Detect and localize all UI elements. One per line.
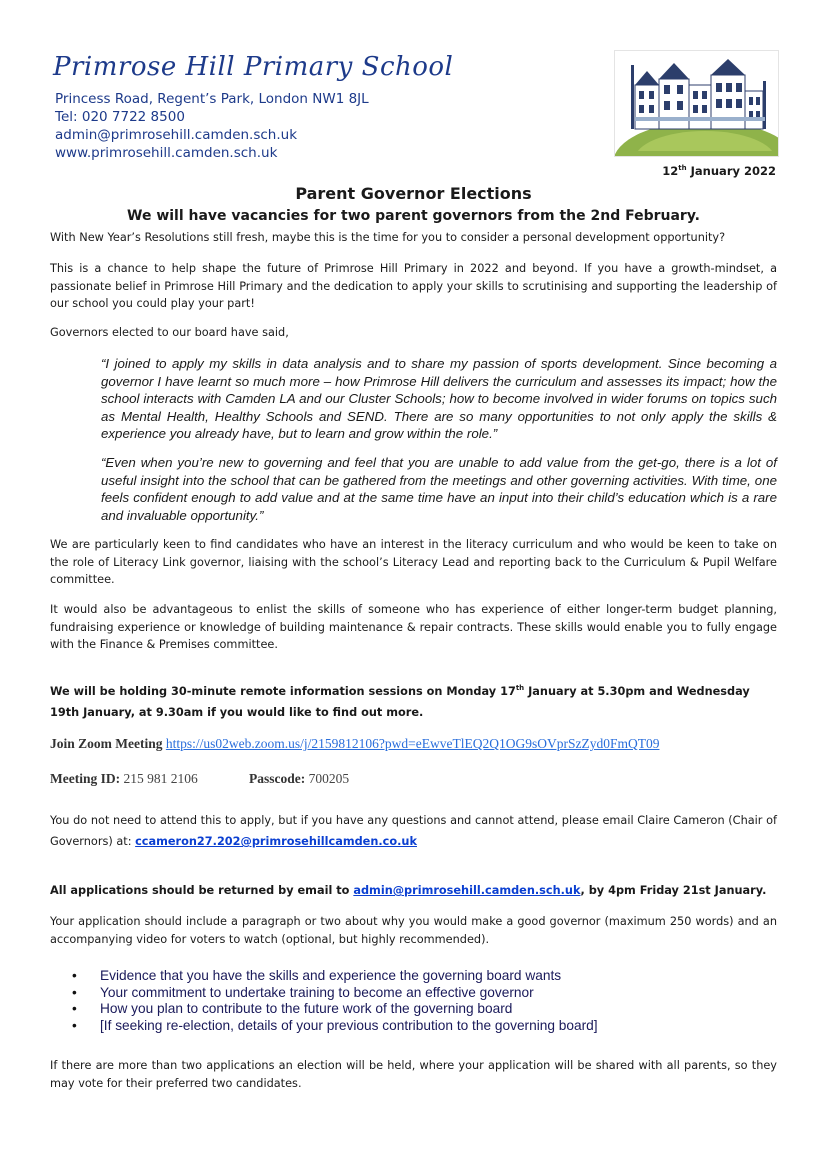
list-item: • Evidence that you have the skills and experience the governing board wants	[72, 968, 598, 985]
applications-after: , by 4pm Friday 21st January.	[580, 884, 767, 897]
list-item: • How you plan to contribute to the future work of the governing board	[72, 1001, 598, 1018]
election-paragraph: If there are more than two applications an election will be held, where your application will be shared with all parents, so they may vote for their preferred two candidates.	[50, 1059, 777, 1090]
contact-text: You do not need to attend this to apply, but if you have any questions and cannot attend, please email Claire Cameron (Chair of Governors) at:	[50, 814, 777, 848]
zoom-label: Join Zoom Meeting	[50, 736, 163, 751]
governors-said-text: Governors elected to our board have said,	[50, 326, 289, 339]
finance-paragraph: It would also be advantageous to enlist the skills of someone who has experience of either longer-term budget planning, fundraising experience or knowledge of building maintenance & repair contracts. These skills would enable you to fully engage with the Finance & Premises committee.	[50, 603, 777, 651]
zoom-meeting-link[interactable]: https://us02web.zoom.us/j/2159812106?pwd=eEwveTlEQ2Q1OG9sOVprSzZyd0FmQT09	[165, 736, 660, 751]
letter-date	[662, 164, 776, 178]
zoom-link-line	[50, 736, 659, 752]
sessions-text-1: We will be holding 30-minute remote information sessions on Monday 17	[50, 684, 516, 698]
school-name: Primrose Hill Primary School	[53, 52, 454, 82]
governor-quote-2: “Even when you’re new to governing and feel that you are unable to add value from the get-go, there is a lot of useful insight into the school that can be gathered from the meetings and other governing activities. With time, one feels confident enough to add value and at the same time have an input into their child’s education which is a rare and invaluable opportunity.”	[101, 455, 777, 523]
school-phone: Tel: 020 7722 8500	[55, 109, 185, 125]
meeting-id-line	[50, 771, 198, 787]
criteria-list	[72, 968, 598, 1034]
admin-email-link[interactable]: admin@primrosehill.camden.sch.uk	[353, 884, 581, 897]
school-building-logo	[614, 50, 779, 157]
school-address: Princess Road, Regent’s Park, London NW1 8JL	[55, 91, 369, 107]
date-suffix: th	[678, 164, 687, 173]
list-item: • Your commitment to undertake training to become an effective governor	[72, 985, 598, 1002]
info-sessions-paragraph	[50, 678, 777, 723]
date-day: 12	[662, 164, 679, 178]
meeting-id-value: 215 981 2106	[123, 771, 198, 786]
literacy-paragraph: We are particularly keen to find candidates who have an interest in the literacy curriculum and who would be keen to take on the role of Literacy Link governor, liaising with the school’s Literacy Lead and reporting back to the Curriculum & Pupil Welfare committee.	[50, 538, 777, 586]
page-subtitle: We will have vacancies for two parent governors from the 2nd February.	[127, 208, 700, 224]
application-contents-paragraph: Your application should include a paragraph or two about why you would make a good governor (maximum 250 words) and an accompanying video for voters to watch (optional, but highly recommended).	[50, 915, 777, 946]
sessions-text-2: January at 5.30pm and Wednesday 19th January, at 9.30am if you would like to find out more.	[50, 684, 750, 719]
passcode-line	[249, 771, 349, 787]
chair-email-link[interactable]: ccameron27.202@primrosehillcamden.co.uk	[135, 835, 417, 848]
passcode-label: Passcode:	[249, 771, 306, 786]
sessions-suffix: th	[515, 684, 525, 692]
contact-paragraph	[50, 810, 777, 852]
school-email: admin@primrosehill.camden.sch.uk	[55, 127, 298, 143]
chance-paragraph: This is a chance to help shape the future of Primrose Hill Primary in 2022 and beyond. If you have a growth-mindset, a passionate belief in Primrose Hill Primary and the dedication to apply your skills to scrutinising and supporting the leadership of our school you could play your part!	[50, 262, 777, 310]
passcode-value: 700205	[308, 771, 350, 786]
school-building-image	[615, 51, 778, 156]
meeting-id-label: Meeting ID:	[50, 771, 121, 786]
applications-paragraph	[50, 882, 777, 900]
date-month-year: January 2022	[686, 164, 776, 178]
school-website: www.primrosehill.camden.sch.uk	[55, 145, 278, 161]
intro-paragraph: With New Year’s Resolutions still fresh, maybe this is the time for you to consider a personal development opportunity?	[50, 231, 726, 244]
page-title: Parent Governor Elections	[295, 184, 532, 203]
list-item: • [If seeking re-election, details of your previous contribution to the governing board]	[72, 1018, 598, 1035]
applications-before: All applications should be returned by email to	[50, 884, 354, 897]
governor-quote-1: “I joined to apply my skills in data analysis and to share my passion of sports development. Since becoming a governor I have learnt so much more – how Primrose Hill delivers the curriculum and assesses its impact; how the school interacts with Camden LA and our Cluster Schools; how to become involved in wider forums on topics such as Mental Health, Healthy Schools and SEND. There are so many opportunities to not only apply the skills & experience you already have, but to learn and grow within the role.”	[101, 356, 777, 442]
